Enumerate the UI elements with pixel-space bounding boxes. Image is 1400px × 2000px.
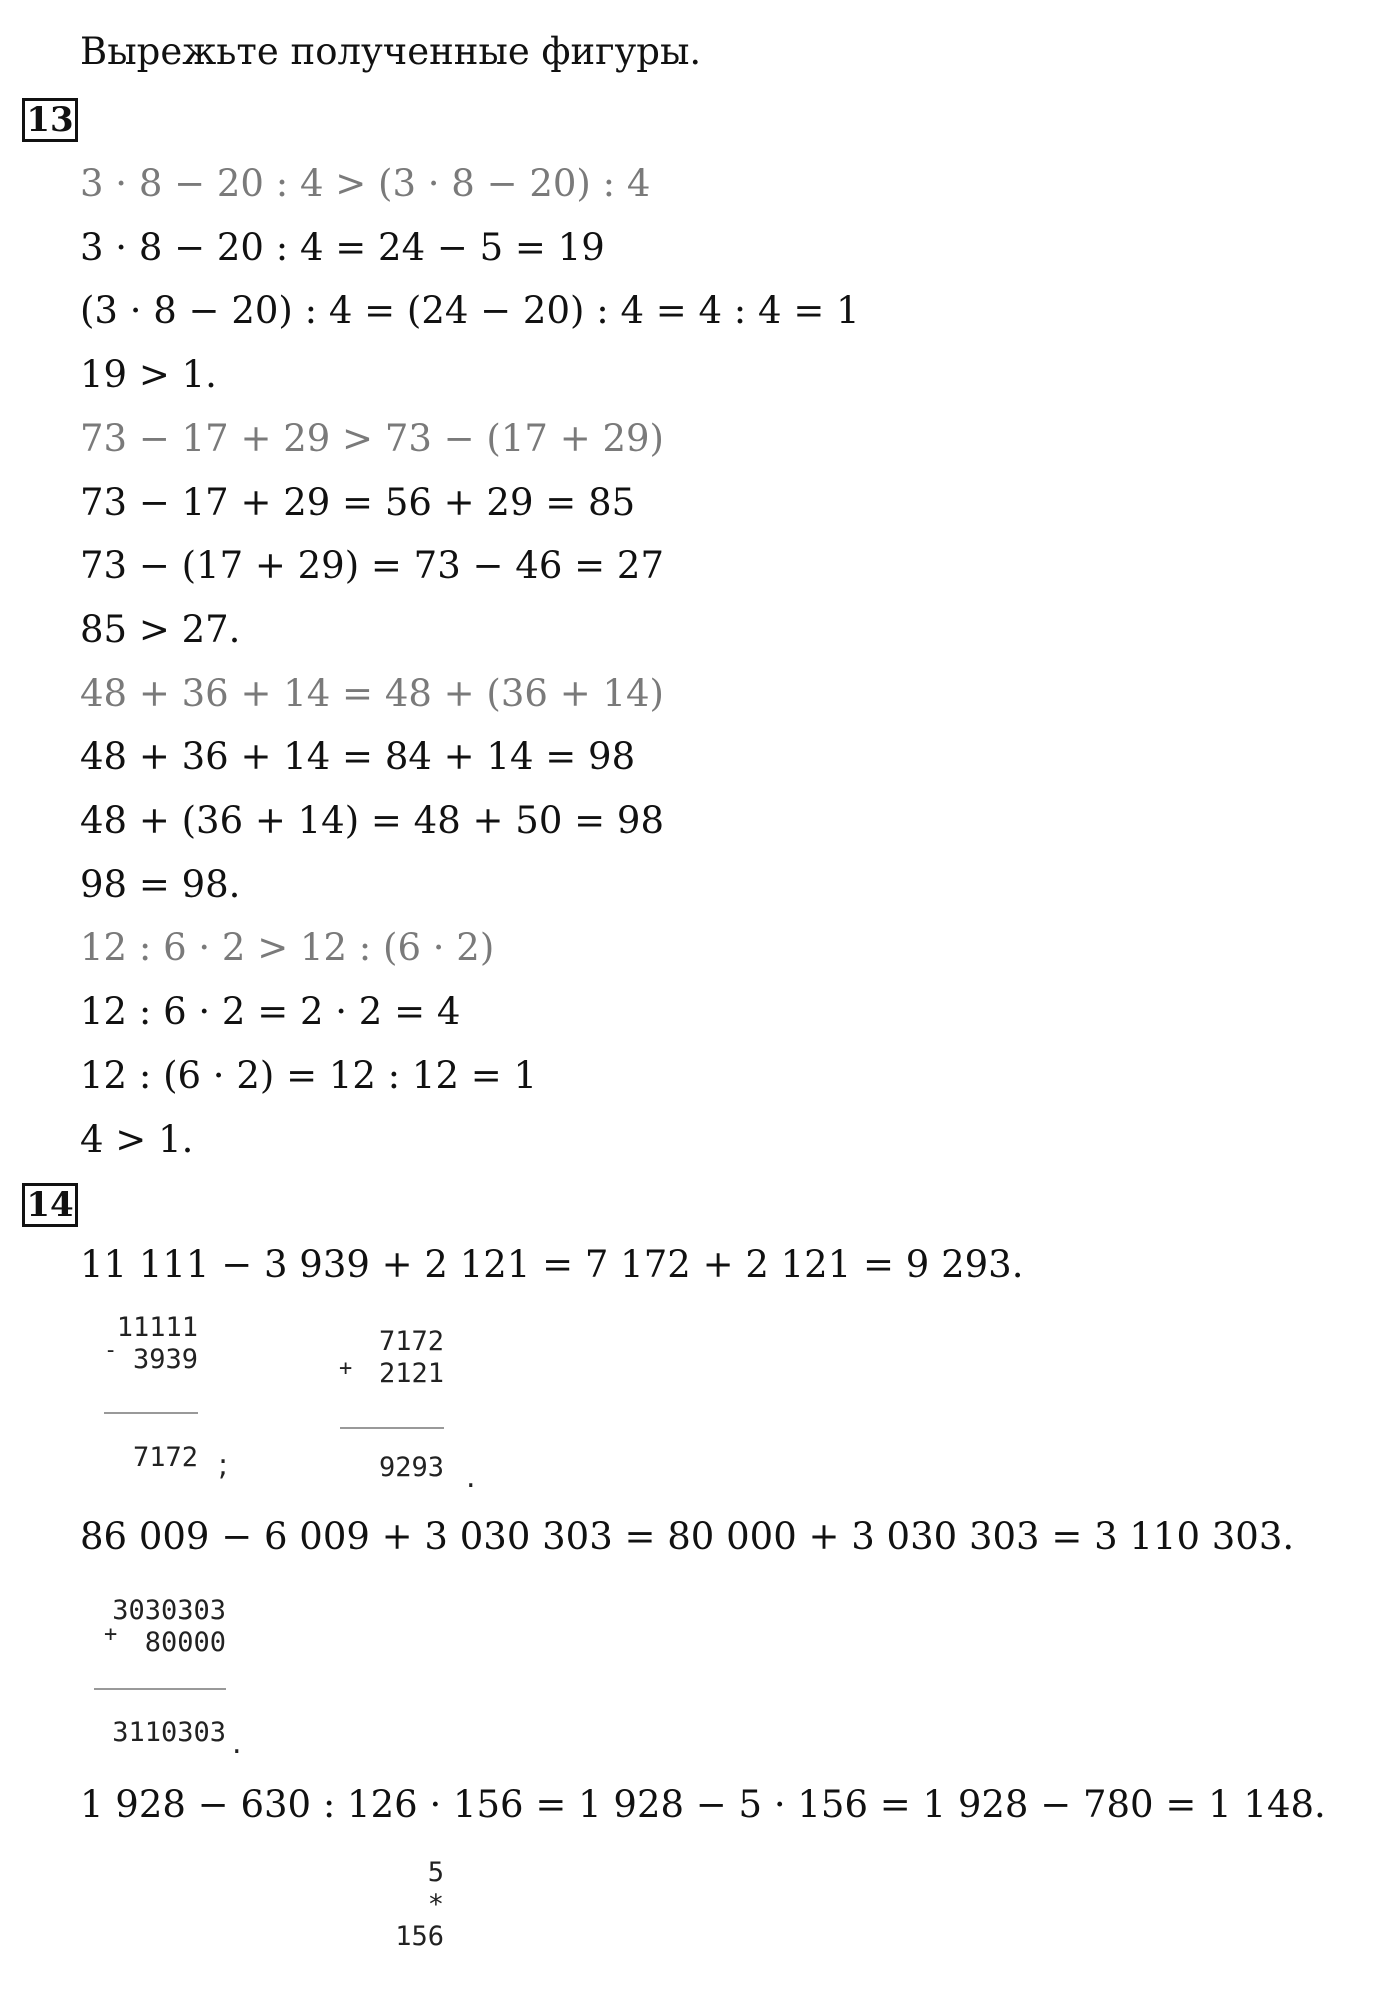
column-addition-1 [352, 1326, 444, 1390]
comparison-statement: 73 − 17 + 29 > 73 − (17 + 29) [80, 417, 664, 460]
period: . [232, 1726, 242, 1761]
subtrahend: 3939 [132, 1344, 198, 1375]
column-2-result [352, 1452, 444, 1484]
calculation-line: 3 · 8 − 20 : 4 = 24 − 5 = 19 [80, 226, 605, 269]
sum: 9293 [378, 1452, 444, 1483]
difference: 7172 [132, 1442, 198, 1473]
factor-bottom: 156 [395, 1921, 444, 1952]
calculation-line: 73 − 17 + 29 = 56 + 29 = 85 [80, 481, 636, 524]
task-14-equation-1: 11 111 − 3 939 + 2 121 = 7 172 + 2 121 = 9 293. [80, 1243, 1024, 1286]
task-14-equation-2: 86 009 − 6 009 + 3 030 303 = 80 000 + 3 030 303 = 3 110 303. [80, 1515, 1295, 1558]
calculation-line: 48 + (36 + 14) = 48 + 50 = 98 [80, 799, 664, 842]
calculation-line: (3 · 8 − 20) : 4 = (24 − 20) : 4 = 4 : 4 = 1 [80, 289, 860, 332]
comparison-statement: 48 + 36 + 14 = 48 + (36 + 14) [80, 672, 664, 715]
task-14-number: 14 [22, 1183, 78, 1227]
minus-sign: - [104, 1338, 118, 1363]
calculation-line: 12 : 6 · 2 = 2 · 2 = 4 [80, 990, 461, 1033]
comparison-statement: 3 · 8 − 20 : 4 > (3 · 8 − 20) : 4 [80, 162, 651, 205]
column-1-line [104, 1412, 198, 1414]
sum: 3110303 [112, 1717, 226, 1748]
column-3-result [90, 1717, 226, 1749]
minuend: 11111 [116, 1312, 198, 1343]
comparison-statement: 12 : 6 · 2 > 12 : (6 · 2) [80, 926, 495, 969]
column-multiplication [380, 1857, 444, 1953]
intro-text: Вырежьте полученные фигуры. [80, 30, 702, 73]
calculation-line: 85 > 27. [80, 608, 241, 651]
plus-sign: + [339, 1356, 353, 1381]
calculation-line: 73 − (17 + 29) = 73 − 46 = 27 [80, 544, 664, 587]
calculation-line: 4 > 1. [80, 1118, 194, 1161]
addend-bottom: 2121 [378, 1358, 444, 1389]
column-1-result [102, 1442, 198, 1474]
addend-top: 7172 [378, 1326, 444, 1357]
calculation-line: 19 > 1. [80, 353, 217, 396]
addend-bottom: 80000 [144, 1627, 226, 1658]
column-3-line [94, 1688, 226, 1690]
task-13-number: 13 [22, 98, 78, 142]
addend-top: 3030303 [112, 1595, 226, 1626]
period: . [466, 1460, 476, 1495]
calculation-line: 48 + 36 + 14 = 84 + 14 = 98 [80, 735, 636, 778]
calculation-line: 98 = 98. [80, 863, 241, 906]
multiply-sign: * [427, 1889, 444, 1920]
column-2-line [340, 1427, 444, 1429]
factor-top: 5 [427, 1857, 444, 1888]
calculation-line: 12 : (6 · 2) = 12 : 12 = 1 [80, 1054, 538, 1097]
task-14-equation-3: 1 928 − 630 : 126 · 156 = 1 928 − 5 · 156 = 1 928 − 780 = 1 148. [80, 1783, 1326, 1826]
semicolon: ; [218, 1448, 229, 1483]
plus-sign: + [104, 1622, 118, 1647]
